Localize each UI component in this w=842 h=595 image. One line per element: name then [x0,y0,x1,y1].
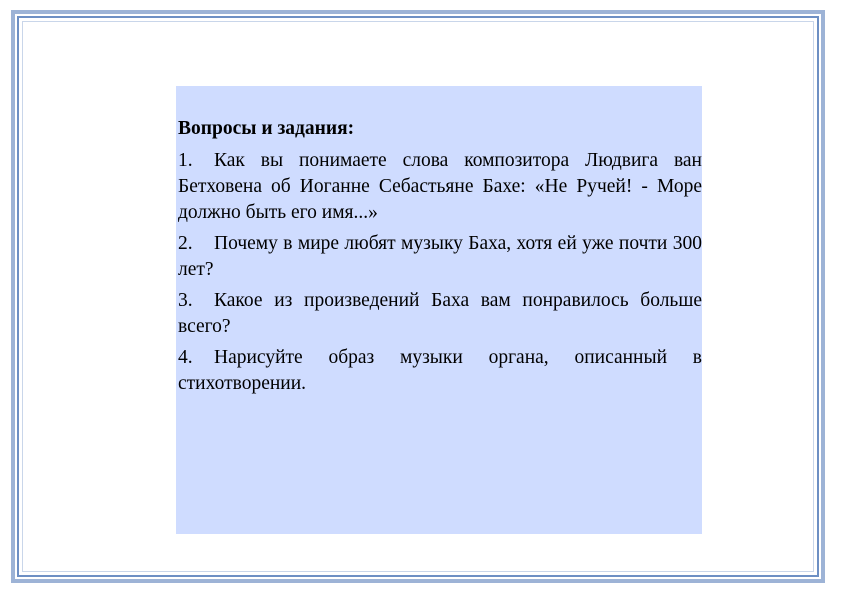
question-number: 1. [178,150,193,171]
question-item-3 [178,288,702,340]
question-text: Почему в мире любят музыку Баха, хотя ей уже почти 300 лет? [178,233,702,280]
question-number: 4. [178,347,193,368]
question-item-1 [178,148,702,226]
question-item-2 [178,231,702,283]
question-text: Как вы понимаете слова композитора Людвига ван Бетховена об Иоганне Себастьяне Бахе: «Не Ручей! - Море должно быть его имя...» [178,150,702,223]
question-text: Нарисуйте образ музыки органа, описанный в стихотворении. [178,347,702,394]
question-text: Какое из произведений Баха вам понравилось больше всего? [178,290,702,337]
question-number: 2. [178,233,193,254]
questions-panel [176,86,702,534]
question-number: 3. [178,290,193,311]
question-item-4 [178,345,702,397]
panel-title: Вопросы и задания: [178,118,355,139]
